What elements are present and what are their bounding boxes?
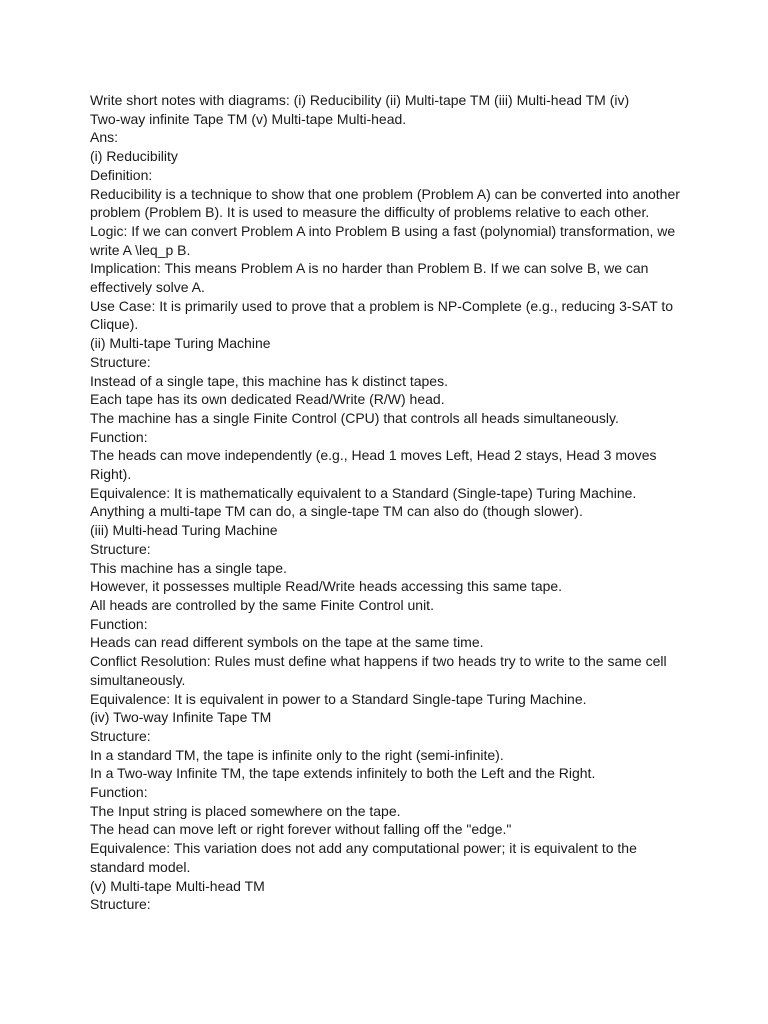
subheading-function: Function: (90, 784, 148, 801)
text-line: The machine has a single Finite Control (CPU) that controls all heads simultaneously. (90, 409, 619, 426)
subheading-structure: Structure: (90, 353, 151, 370)
text-line: In a standard TM, the tape is infinite only to the right (semi-infinite). (90, 746, 504, 763)
text-line: Each tape has its own dedicated Read/Write (R/W) head. (90, 391, 445, 408)
text-line: effectively solve A. (90, 279, 205, 296)
subheading-structure: Structure: (90, 727, 151, 744)
section-heading-reducibility: (i) Reducibility (90, 148, 178, 165)
text-line: Clique). (90, 316, 139, 333)
text-line: In a Two-way Infinite TM, the tape extends infinitely to both the Left and the Right. (90, 765, 596, 782)
text-line: problem (Problem B). It is used to measure the difficulty of problems relative to each other. (90, 204, 650, 221)
section-heading-two-way-infinite: (iv) Two-way Infinite Tape TM (90, 709, 272, 726)
text-line: Conflict Resolution: Rules must define what happens if two heads try to write to the same cell (90, 653, 667, 670)
text-line: simultaneously. (90, 671, 186, 688)
subheading-structure: Structure: (90, 540, 151, 557)
text-line: Logic: If we can convert Problem A into Problem B using a fast (polynomial) transformation, we (90, 222, 676, 239)
question-line-1: Write short notes with diagrams: (i) Reducibility (ii) Multi-tape TM (iii) Multi-head TM (iv) (90, 92, 630, 108)
text-line: This machine has a single tape. (90, 559, 287, 576)
subheading-function: Function: (90, 615, 148, 632)
answer-label: Ans: (90, 129, 119, 146)
text-line: However, it possesses multiple Read/Write heads accessing this same tape. (90, 578, 563, 595)
text-line: The heads can move independently (e.g., Head 1 moves Left, Head 2 stays, Head 3 moves (90, 447, 657, 464)
text-line: Heads can read different symbols on the tape at the same time. (90, 634, 484, 651)
subheading-definition: Definition: (90, 166, 153, 183)
text-line: Equivalence: This variation does not add any computational power; it is equivalent to the (90, 840, 637, 857)
text-line: write A \leq_p B. (90, 241, 191, 258)
text-line: Right). (90, 466, 132, 483)
document-body (90, 91, 690, 914)
subheading-structure: Structure: (90, 896, 151, 913)
section-heading-multi-head: (iii) Multi-head Turing Machine (90, 522, 278, 539)
question-line-2: Two-way infinite Tape TM (v) Multi-tape Multi-head. (90, 110, 407, 127)
subheading-function: Function: (90, 428, 148, 445)
text-line: Instead of a single tape, this machine has k distinct tapes. (90, 372, 448, 389)
section-heading-multi-tape-multi-head: (v) Multi-tape Multi-head TM (90, 877, 265, 894)
text-line: standard model. (90, 858, 191, 875)
text-line: Equivalence: It is equivalent in power to a Standard Single-tape Turing Machine. (90, 690, 587, 707)
text-line: The head can move left or right forever without falling off the "edge." (90, 821, 512, 838)
text-line: Implication: This means Problem A is no harder than Problem B. If we can solve B, we can (90, 260, 649, 277)
section-heading-multi-tape: (ii) Multi-tape Turing Machine (90, 335, 271, 352)
text-line: Reducibility is a technique to show that one problem (Problem A) can be converted into another (90, 185, 680, 202)
text-line: Anything a multi-tape TM can do, a single-tape TM can also do (though slower). (90, 503, 583, 520)
text-line: All heads are controlled by the same Finite Control unit. (90, 596, 434, 613)
text-line: The Input string is placed somewhere on the tape. (90, 802, 401, 819)
text-line: Use Case: It is primarily used to prove that a problem is NP-Complete (e.g., reducing 3-SAT to (90, 297, 674, 314)
text-line: Equivalence: It is mathematically equivalent to a Standard (Single-tape) Turing Machine. (90, 484, 637, 501)
